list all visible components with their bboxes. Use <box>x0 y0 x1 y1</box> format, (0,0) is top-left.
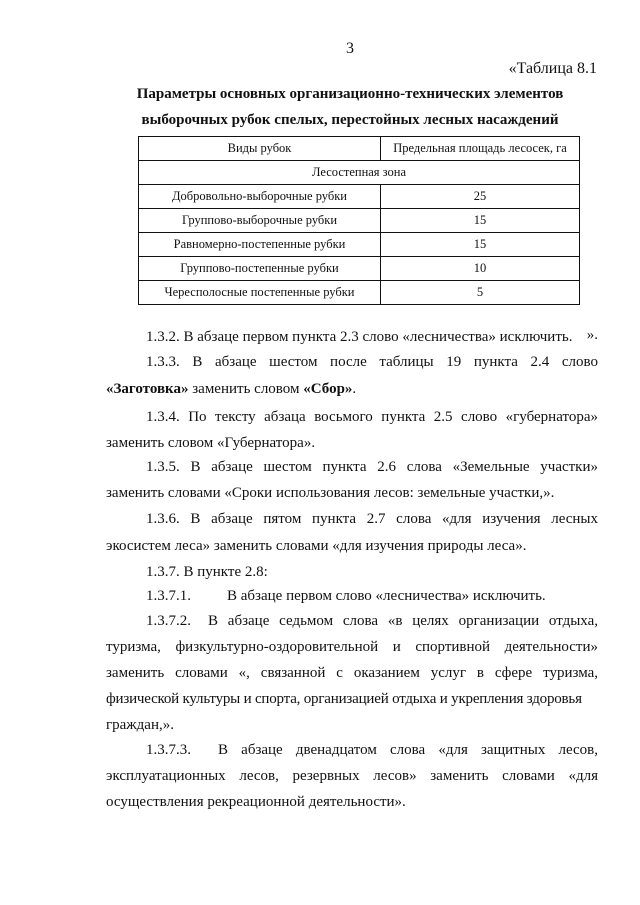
row-area-cell: 25 <box>381 185 580 209</box>
paragraph-1-3-7-3-line-3: осуществления рекреационной деятельности». <box>106 794 406 810</box>
paragraph-1-3-7-2-line-3: заменить словами «, связанной с оказанием услуг в сфере туризма, <box>106 665 598 681</box>
table-zone-row <box>139 161 580 185</box>
paragraph-1-3-7-3-line-2: эксплуатационных лесов, резервных лесов» заменить словами «для <box>106 768 598 784</box>
table-row <box>139 257 580 281</box>
table-row <box>139 185 580 209</box>
paragraph-1-3-7-2-line-4: физической культуры и спорта, организацией отдыха и укрепления здоровья <box>106 691 582 707</box>
table-row <box>139 209 580 233</box>
header-cell-area: Предельная площадь лесосек, га <box>381 137 580 161</box>
paragraph-1-3-3-line-2: «Заготовка» заменить словом «Сбор». <box>106 381 357 397</box>
paragraph-1-3-5-line-1: 1.3.5. В абзаце шестом пункта 2.6 слова «Земельные участки» <box>146 459 598 475</box>
paragraph-1-3-7-1: 1.3.7.1. В абзаце первом слово «лесничества» исключить. <box>146 588 546 604</box>
row-area-cell: 15 <box>381 209 580 233</box>
paragraph-1-3-7-2-line-1: 1.3.7.2. В абзаце седьмом слова «в целях организации отдыха, <box>146 613 598 629</box>
row-area-cell: 15 <box>381 233 580 257</box>
paragraph-1-3-4-line-2: заменить словом «Губернатора». <box>106 435 316 451</box>
row-type-cell: Равномерно-постепенные рубки <box>139 233 381 257</box>
zone-cell: Лесостепная зона <box>139 161 580 185</box>
table-title-line-1: Параметры основных организационно-технических элементов <box>136 86 564 102</box>
row-type-cell: Группово-постепенные рубки <box>139 257 381 281</box>
row-area-cell: 10 <box>381 257 580 281</box>
paragraph-1-3-4-line-1: 1.3.4. По тексту абзаца восьмого пункта 2.5 слово «губернатора» <box>146 409 598 425</box>
paragraph-1-3-7: 1.3.7. В пункте 2.8: <box>146 564 268 580</box>
row-type-cell: Добровольно-выборочные рубки <box>139 185 381 209</box>
row-type-cell: Группово-выборочные рубки <box>139 209 381 233</box>
paragraph-1-3-7-2-line-2: туризма, физкультурно-оздоровительной и спортивной деятельности» <box>106 639 598 655</box>
parameters-table <box>138 136 580 305</box>
paragraph-1-3-3-line-1: 1.3.3. В абзаце шестом после таблицы 19 пункта 2.4 слово <box>146 354 598 370</box>
table-closing-quote: ». <box>586 327 598 343</box>
paragraph-1-3-5-line-2: заменить словами «Сроки использования лесов: земельные участки,». <box>106 485 555 501</box>
page-number: 3 <box>346 40 354 57</box>
paragraph-1-3-7-2-line-5: граждан,». <box>106 717 174 733</box>
paragraph-1-3-7-3-line-1: 1.3.7.3. В абзаце двенадцатом слова «для защитных лесов, <box>146 742 598 758</box>
table-header-row <box>139 137 580 161</box>
bold-term-sbor: «Сбор» <box>303 381 353 397</box>
paragraph-1-3-6-line-1: 1.3.6. В абзаце пятом пункта 2.7 слова «для изучения лесных <box>146 511 598 527</box>
table-reference: «Таблица 8.1 <box>508 60 597 77</box>
header-cell-type: Виды рубок <box>139 137 381 161</box>
row-type-cell: Чересполосные постепенные рубки <box>139 281 381 305</box>
paragraph-1-3-6-line-2: экосистем леса» заменить словами «для изучения природы леса». <box>106 538 527 554</box>
paragraph-1-3-2: 1.3.2. В абзаце первом пункта 2.3 слово «лесничества» исключить. <box>146 329 573 345</box>
bold-term-zagotovka: «Заготовка» <box>106 381 189 397</box>
table-title-line-2: выборочных рубок спелых, перестойных лесных насаждений <box>141 112 559 128</box>
table-row <box>139 281 580 305</box>
table-row <box>139 233 580 257</box>
row-area-cell: 5 <box>381 281 580 305</box>
